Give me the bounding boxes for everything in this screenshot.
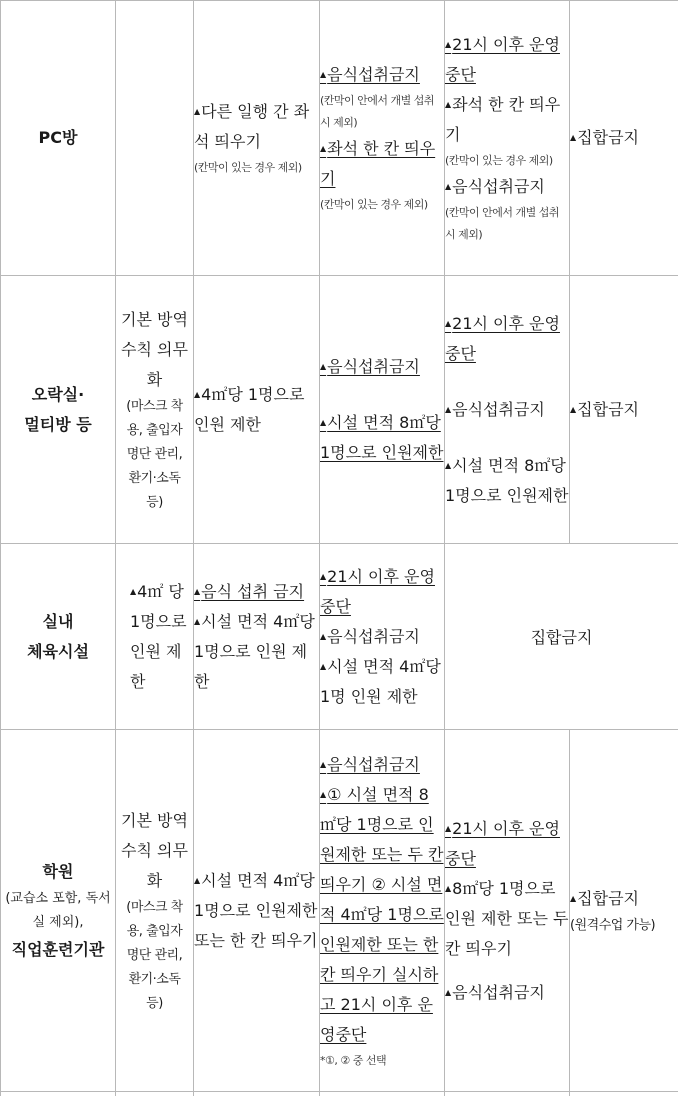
triangle-bullet-icon: ▲ xyxy=(194,616,201,626)
list-item: ▲4㎡당 1명으로 인원 제한 xyxy=(194,384,305,434)
table-row xyxy=(1,276,678,544)
category-label: 실내 xyxy=(42,611,74,631)
list-item: ▲다른 일행 간 좌석 띄우기 xyxy=(194,102,310,151)
list-item: ▲시설 면적 4㎡당 1명으로 인원 제한 xyxy=(194,611,315,691)
list-item: ▲21시 이후 운영 중단 xyxy=(445,818,560,868)
next-row-stub xyxy=(1,1092,678,1097)
table-row xyxy=(1,730,678,1092)
category-label: 멀티방 등 xyxy=(24,414,92,434)
triangle-bullet-icon: ▲ xyxy=(320,70,327,79)
stage-cell xyxy=(194,730,320,1092)
list-item: ▲21시 이후 운영 중단 xyxy=(445,313,560,363)
stage-cell xyxy=(194,276,320,544)
triangle-bullet-icon: ▲ xyxy=(445,318,452,328)
list-item: ▲음식섭취금지 xyxy=(320,65,420,84)
category-cell xyxy=(1,730,116,1092)
list-item: 기본 방역수칙 의무화 xyxy=(121,309,188,389)
assembly-ban-label: 집합금지 xyxy=(530,628,593,647)
list-item: ▲음식섭취금지 xyxy=(445,399,545,419)
triangle-bullet-icon: ▲ xyxy=(445,987,452,997)
triangle-bullet-icon: ▲ xyxy=(320,571,327,581)
note-text: (칸막이 있는 경우 제외) xyxy=(320,198,428,211)
list-item: ▲시설 면적 8㎡당 1명으로 인원제한 xyxy=(320,412,444,462)
stage-cell xyxy=(116,544,194,730)
note-text: (원격수업 가능) xyxy=(570,917,656,933)
category-label: 체육시설 xyxy=(27,641,89,661)
triangle-bullet-icon: ▲ xyxy=(445,883,452,893)
category-label: 오락실· xyxy=(31,384,85,404)
stage-cell xyxy=(445,276,570,544)
list-item: ▲음식섭취금지 xyxy=(320,626,420,646)
list-item: ▲음식섭취금지 xyxy=(445,982,545,1002)
stage-cell xyxy=(570,730,678,1092)
note-text: (마스크 착용, 출입자 명단 관리, 환기·소독 등) xyxy=(126,899,183,1011)
triangle-bullet-icon: ▲ xyxy=(320,417,327,427)
list-item: ▲집합금지 xyxy=(570,128,639,147)
category-cell xyxy=(1,276,116,544)
list-item: ▲집합금지 xyxy=(570,888,639,908)
list-item: ▲집합금지 xyxy=(570,399,639,419)
list-item: ▲음식섭취금지 xyxy=(320,356,420,376)
list-item: ▲음식섭취금지 xyxy=(445,177,545,196)
triangle-bullet-icon: ▲ xyxy=(570,133,577,142)
category-label: PC방 xyxy=(38,128,78,147)
table-row xyxy=(1,1,678,276)
triangle-bullet-icon: ▲ xyxy=(194,586,201,596)
list-item: ▲좌석 한 칸 띄우기 xyxy=(320,139,436,188)
triangle-bullet-icon: ▲ xyxy=(320,661,327,671)
note-text: (칸막이 있는 경우 제외) xyxy=(194,161,302,174)
list-item: ▲시설 면적 4㎡당 1명으로 인원제한 또는 한 칸 띄우기 xyxy=(194,870,318,950)
category-subtext: (교습소 포함, 독서실 제외), xyxy=(5,890,111,930)
stage-cell xyxy=(194,544,320,730)
empty-cell xyxy=(116,1,194,276)
stage-cell xyxy=(320,1,445,276)
triangle-bullet-icon: ▲ xyxy=(445,182,452,191)
note-text: (칸막이 안에서 개별 섭취 시 제외) xyxy=(320,94,435,129)
stage-cell xyxy=(445,1,570,276)
triangle-bullet-icon: ▲ xyxy=(194,875,201,885)
note-text: *①, ② 중 선택 xyxy=(320,1053,387,1067)
table-row xyxy=(1,544,678,730)
stage-cell xyxy=(320,730,445,1092)
list-item: ▲음식섭취금지 xyxy=(320,754,420,774)
triangle-bullet-icon: ▲ xyxy=(194,107,201,116)
category-cell xyxy=(1,544,116,730)
triangle-bullet-icon: ▲ xyxy=(570,893,577,903)
stage-cell xyxy=(320,276,445,544)
stage-cell xyxy=(116,730,194,1092)
list-item: ▲시설 면적 8㎡당 1명으로 인원제한 xyxy=(445,455,569,505)
stage-cell xyxy=(116,276,194,544)
note-text: (칸막이 안에서 개별 섭취 시 제외) xyxy=(445,206,560,241)
triangle-bullet-icon: ▲ xyxy=(445,460,452,470)
triangle-bullet-icon: ▲ xyxy=(320,631,327,641)
category-cell xyxy=(1,1,116,276)
triangle-bullet-icon: ▲ xyxy=(445,404,452,414)
triangle-bullet-icon: ▲ xyxy=(320,789,327,799)
list-item: ▲21시 이후 운영 중단 xyxy=(320,566,435,616)
category-label: 직업훈련기관 xyxy=(11,939,105,959)
triangle-bullet-icon: ▲ xyxy=(194,389,201,399)
list-item: ▲4㎡ 당 1명으로 인원 제한 xyxy=(130,581,187,691)
list-item: ▲좌석 한 칸 띄우기 xyxy=(445,95,561,144)
triangle-bullet-icon: ▲ xyxy=(570,404,577,414)
triangle-bullet-icon: ▲ xyxy=(320,759,327,769)
list-item: ▲음식 섭취 금지 xyxy=(194,581,305,601)
triangle-bullet-icon: ▲ xyxy=(445,823,452,833)
triangle-bullet-icon: ▲ xyxy=(130,586,137,596)
triangle-bullet-icon: ▲ xyxy=(445,100,452,109)
list-item: ▲21시 이후 운영 중단 xyxy=(445,35,560,84)
stage-cell xyxy=(445,730,570,1092)
list-item: ▲시설 면적 4㎡당 1명 인원 제한 xyxy=(320,656,441,706)
note-text: (마스크 착용, 출입자 명단 관리, 환기·소독 등) xyxy=(126,398,183,510)
list-item: ▲① 시설 면적 8㎡당 1명으로 인원제한 또는 두 칸 띄우기 ② 시설 면적 4㎡당 1명으로 인원제한 또는 한 칸 띄우기 실시하고 21시 이후 운영중단 xyxy=(320,784,444,1044)
list-item: ▲8㎡당 1명으로 인원 제한 또는 두 칸 띄우기 xyxy=(445,878,569,958)
triangle-bullet-icon: ▲ xyxy=(445,40,452,49)
triangle-bullet-icon: ▲ xyxy=(320,361,327,371)
stage-cell xyxy=(570,276,678,544)
stage-cell xyxy=(570,1,678,276)
stage-cell xyxy=(320,544,445,730)
triangle-bullet-icon: ▲ xyxy=(320,144,327,153)
list-item: 기본 방역수칙 의무화 xyxy=(121,810,188,890)
merged-stage-cell xyxy=(445,544,678,730)
note-text: (칸막이 있는 경우 제외) xyxy=(445,154,553,167)
stage-cell xyxy=(194,1,320,276)
category-label: 학원 xyxy=(42,861,74,881)
